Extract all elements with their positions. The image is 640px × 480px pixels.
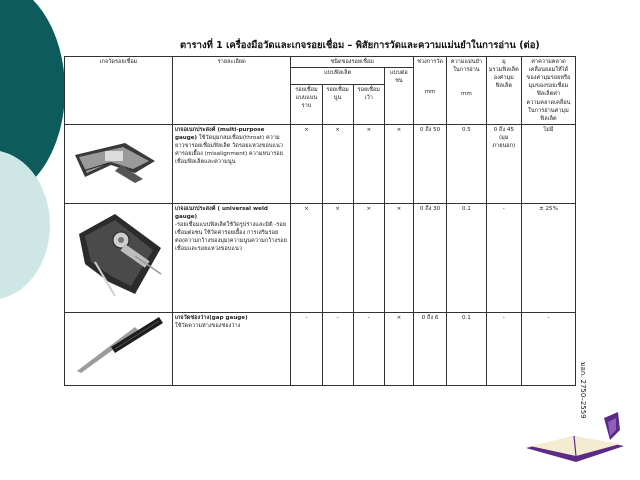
header-accuracy <box>447 57 486 125</box>
gauge-description <box>173 312 291 385</box>
table-row <box>65 203 576 312</box>
header-weld-type: ชนิดของรอยเชื่อม <box>291 57 414 68</box>
cell-butt: × <box>384 312 413 385</box>
universal-weld-gauge-icon <box>65 204 169 312</box>
header-range <box>413 57 446 125</box>
cell-accuracy: 0.1 <box>447 312 486 385</box>
header-accuracy-label: ความแม่นยำในการอ่าน <box>450 59 483 74</box>
decorative-book-icon <box>520 410 630 470</box>
cell-concave: × <box>353 124 384 203</box>
cell-accuracy: 0.1 <box>447 203 486 312</box>
header-butt: แบบต่อชน <box>384 68 413 125</box>
cell-angle: 0 ถึง 45 (มุมภายนอก) <box>486 124 521 203</box>
header-concave: รอยเชื่อมเว้า <box>353 84 384 124</box>
decorative-pale-circle <box>0 150 50 300</box>
standard-reference: มอก. 2750–2559 <box>579 362 587 419</box>
cell-leg-unequal: × <box>291 124 322 203</box>
gauge-name: เกจวัดช่องว่าง(gap gauge) <box>175 314 248 321</box>
cell-angle: - <box>486 312 521 385</box>
header-tolerance: ค่าความคลาดเคลื่อนยอมให้ได้ของค่ามุมรอยหรือมุมของรอยเชื่อมฟิลเล็ตค่าความคลาดเคลื่อนในการอ่านค่ามุมฟิลเล็ต <box>521 57 575 125</box>
gauge-image-cell <box>65 312 173 385</box>
cell-leg-unequal: - <box>291 312 322 385</box>
header-fillet: แบบฟิลเล็ต <box>291 68 384 85</box>
gauge-name: เกจอเนกประสงค์ (multi-purpose gauge) <box>175 126 265 141</box>
header-detail: รายละเอียด <box>173 57 291 125</box>
header-range-unit: mm <box>424 89 436 96</box>
gauge-image-cell <box>65 124 173 203</box>
cell-accuracy: 0.5 <box>447 124 486 203</box>
gauge-image-cell <box>65 203 173 312</box>
gauge-detail: ใช้วัดมุมกลมเชื่อม(throat) ความยาวขารอยเชื่อมฟิลเล็ต วัดรอยแหว่งขอบแนว ค่ารอยเยื้อง (misalignment) ความหนารอยเชื่อมฟิลเล็ตและความนูน <box>175 134 283 166</box>
cell-butt: × <box>384 124 413 203</box>
cell-tolerance: ± 25% <box>521 203 575 312</box>
cell-range: 0 ถึง 6 <box>413 312 446 385</box>
gauge-detail: ใช้วัดความห่างของช่องว่าง <box>175 322 241 329</box>
cell-angle: - <box>486 203 521 312</box>
gauge-description <box>173 203 291 312</box>
gap-gauge-icon <box>65 313 169 385</box>
header-range-label: ช่วงการวัด <box>417 59 444 65</box>
header-accuracy-unit: mm <box>460 91 472 98</box>
cell-range: 0 ถึง 50 <box>413 124 446 203</box>
cell-convex: × <box>322 203 353 312</box>
cell-tolerance: ไม่มี <box>521 124 575 203</box>
table-row <box>65 312 576 385</box>
cell-concave: - <box>353 312 384 385</box>
header-convex: รอยเชื่อมนูน <box>322 84 353 124</box>
gauge-detail: -รอยเชื่อมแบบฟิลเล็ตใช้วัดรูปร่างและมิติ -รอยเชื่อมต่อชน ใช้วัดค่ารอยเยื้อง การเสริมรอยต่อ(ความกว้างของมุม)ความนูนความกว้างรอยเชื่อมและรอยแหว่งขอบแนว <box>175 222 287 253</box>
cell-leg-unequal: × <box>291 203 322 312</box>
header-leg-unequal: รอยเชื่อมแบบแบนราบ <box>291 84 322 124</box>
header-gauge: เกจวัดรอยเชื่อม <box>65 57 173 125</box>
multi-purpose-gauge-icon <box>65 125 169 203</box>
cell-convex: × <box>322 124 353 203</box>
gauge-table <box>64 56 576 386</box>
table-row <box>65 124 576 203</box>
cell-concave: × <box>353 203 384 312</box>
header-angle: มุมรวมฟิลเล็ต องศามุมฟิลเล็ต <box>486 57 521 125</box>
gauge-description <box>173 124 291 203</box>
table-title: ตารางที่ 1 เครื่องมือวัดและเกจรอยเชื่อม – พิสัยการวัดและความแม่นยำในการอ่าน (ต่อ) <box>180 40 540 51</box>
cell-tolerance: - <box>521 312 575 385</box>
cell-butt: × <box>384 203 413 312</box>
cell-convex: - <box>322 312 353 385</box>
header-row-1 <box>65 57 576 68</box>
gauge-name: เกจอเนกประสงค์ ( universal weld gauge) <box>175 205 268 220</box>
cell-range: 0 ถึง 30 <box>413 203 446 312</box>
